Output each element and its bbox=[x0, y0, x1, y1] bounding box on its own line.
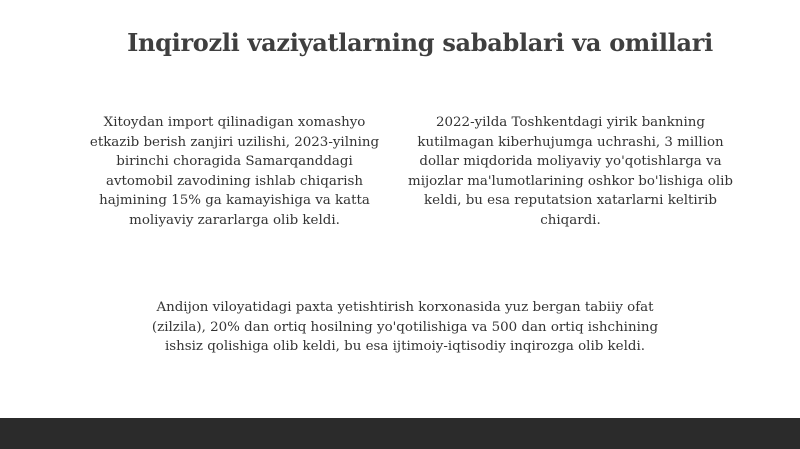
footer-bar bbox=[0, 418, 800, 449]
paragraph-cyberattack: 2022-yilda Toshkentdagi yirik bankning kutilmagan kiberhujumga uchrashi, 3 million dollar miqdorida moliyaviy yo'qotishlarga va mijozlar ma'lumotlarining oshkor bo'lishiga olib keldi, bu esa reputatsion xatarlarni keltirib chiqardi. bbox=[408, 115, 733, 228]
slide-title: Inqirozli vaziyatlarning sabablari va omillari bbox=[127, 28, 713, 57]
paragraph-supply-chain: Xitoydan import qilinadigan xomashyo etkazib berish zanjiri uzilishi, 2023-yilning birinchi choragida Samarqanddagi avtomobil zavodining ishlab chiqarish hajmining 15% ga kamayishiga va katta moliyaviy zararlarga olib keldi. bbox=[89, 115, 380, 228]
paragraph-natural-disaster: Andijon viloyatidagi paxta yetishtirish korxonasida yuz bergan tabiiy ofat (zilzila), 20% dan ortiq hosilning yo'qotilishiga va 500 dan ortiq ishchining ishsiz qolishiga olib keldi, bu esa ijtimoiy-iqtisodiy inqirozga olib keldi. bbox=[151, 300, 659, 354]
